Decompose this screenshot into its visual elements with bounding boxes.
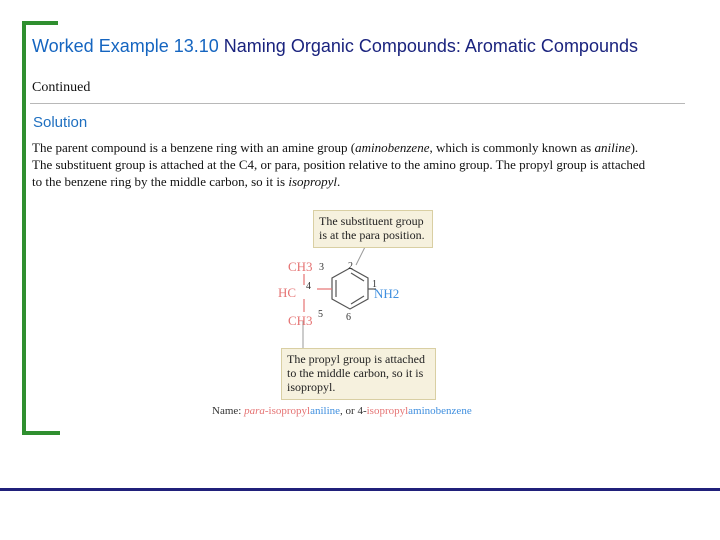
frame-bracket-side bbox=[22, 21, 26, 435]
position-3: 3 bbox=[319, 262, 324, 273]
position-4: 4 bbox=[306, 281, 311, 292]
name-isopropyl: isopropyl bbox=[268, 405, 311, 417]
paragraph-em-aminobenzene: aminobenzene bbox=[355, 140, 430, 155]
paragraph-text-1: The parent compound is a benzene ring with an amine group ( bbox=[32, 140, 356, 155]
example-title: Naming Organic Compounds: Aromatic Compounds bbox=[223, 36, 638, 56]
callout-isopropyl: The propyl group is attached to the middle carbon, so it is isopropyl. bbox=[281, 348, 436, 400]
structure-figure bbox=[200, 205, 520, 427]
continued-label: Continued bbox=[32, 80, 91, 95]
paragraph-em-isopropyl: isopropyl bbox=[288, 174, 337, 189]
paragraph-text-2: , which is commonly known as bbox=[429, 140, 595, 155]
name-isopropyl-2: isopropyl bbox=[366, 405, 409, 417]
benzene-hexagon bbox=[332, 268, 368, 309]
callout-top-pointer bbox=[356, 245, 366, 265]
nh2-label: NH2 bbox=[374, 286, 400, 301]
hc-label: HC bbox=[278, 285, 297, 300]
solution-heading: Solution bbox=[33, 114, 88, 131]
position-6: 6 bbox=[346, 312, 351, 323]
solution-paragraph bbox=[32, 139, 652, 190]
name-para: para- bbox=[244, 405, 269, 417]
position-5: 5 bbox=[318, 309, 323, 320]
frame-bracket-top bbox=[22, 21, 58, 25]
paragraph-text-4: . bbox=[336, 174, 341, 189]
example-number: Worked Example 13.10 bbox=[32, 36, 219, 56]
position-2: 2 bbox=[348, 261, 353, 272]
page-title bbox=[32, 34, 672, 59]
name-prefix: Name: bbox=[212, 405, 245, 417]
ch3-bottom-label: CH3 bbox=[288, 313, 313, 328]
footer-rule bbox=[0, 488, 720, 491]
position-1: 1 bbox=[372, 279, 377, 290]
compound-name-line bbox=[212, 405, 472, 417]
frame-bracket-bottom bbox=[22, 431, 60, 435]
paragraph-text-3: ). The substituent group is attached at the C4, or para, position relative to the amino group. The propyl group is attached to the benzene ring by the middle carbon, so it is bbox=[32, 140, 646, 189]
callout-para-position: The substituent group is at the para position. bbox=[313, 210, 433, 248]
name-or: , or 4- bbox=[340, 405, 367, 417]
divider-rule bbox=[30, 103, 685, 104]
name-aniline: aniline bbox=[310, 405, 341, 417]
paragraph-em-aniline: aniline bbox=[594, 140, 631, 155]
ch3-top-label: CH3 bbox=[288, 259, 313, 274]
name-aminobenzene: aminobenzene bbox=[408, 405, 472, 417]
